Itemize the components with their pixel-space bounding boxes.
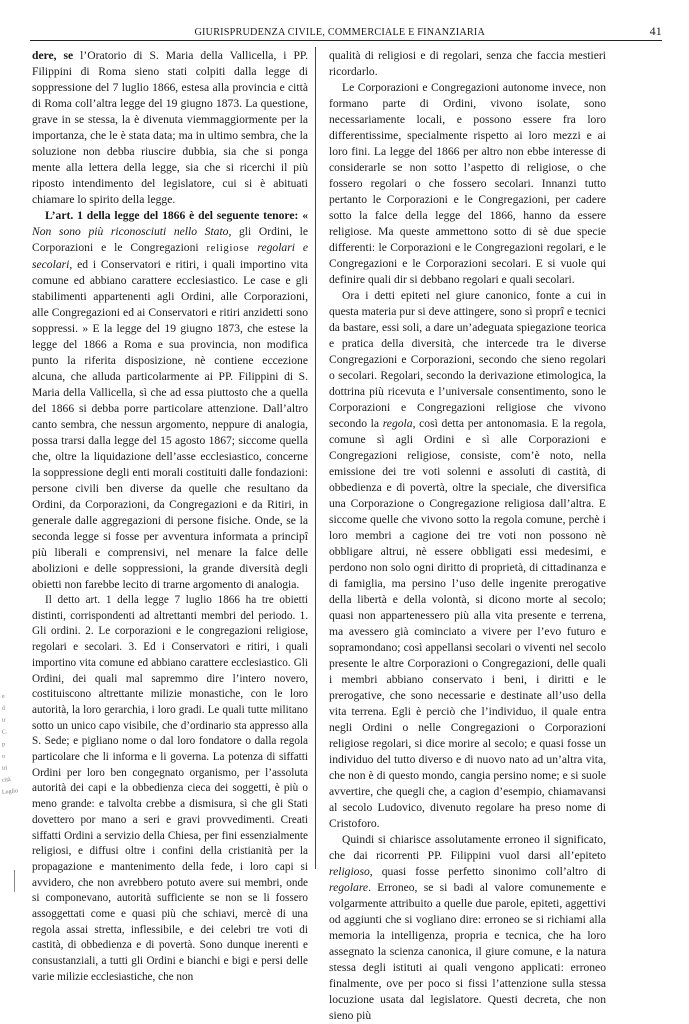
header-rule bbox=[30, 40, 662, 41]
margin-stroke bbox=[14, 870, 15, 892]
paragraph: Le Corporazioni e Congregazioni autonome invece, non formano parte di Ordini, vivono isolate, sono necessariamente locali, e possono essere fra loro differentissime, specialmente rispetto ai loro mezzi e ai loro fini. La legge del 1866 per altro non ebbe interesse di considerarle se non sotto l’aspetto di religiose, o che fossero regolari o che fossero secolari. Innanzi tutto pertanto le Corporazioni e le Congregazioni, per cadere sotto la falce della legge del 1866, hanno da essere religiose. Ma queste ammettono sotto di sè due specie differenti: le Corporazioni e le Congregazioni regolari, e le Congregazioni e le Corporazioni secolari. E si vuole qui definire quali dir si debbano regolari e quali secolari. bbox=[329, 81, 606, 286]
paragraph: Quindi si chiarisce assolutamente erroneo il significato, che dai ricorrenti PP. Filippini vuol darsi all’epiteto religioso, quasi fosse perfetto sinonimo coll’altro di regolare. Erroneo, se si badi al valore comunemente e volgarmente attribuito a quelle due parole, epiteti, aggettivi od aggiunti che si vogliano dire: erroneo se si richiami alla memoria la intelligenza, propria e tecnica, che ha loro assegnato la scienza canonica, il giure comune, e la natura stessa degli istituti ai quali vengono applicati: erroneo finalmente, ove per poco si fissi l’attenzione sulla stessa locuzione usata dal legislatore. Questi decreta, che non sieno più bbox=[329, 833, 606, 1022]
page-number: 41 bbox=[649, 24, 662, 38]
column-divider bbox=[315, 47, 316, 869]
left-column bbox=[32, 48, 308, 986]
right-column bbox=[329, 48, 606, 1024]
paragraph: qualità di religiosi e di regolari, senza che faccia mestieri ricordarlo. bbox=[329, 49, 606, 78]
journal-title: GIURISPRUDENZA CIVILE, COMMERCIALE E FINANZIARIA bbox=[194, 27, 486, 38]
margin-notes: e d ir C. p u iri cità Luglio bbox=[1, 693, 19, 796]
paragraph: dere, se l’Oratorio di S. Maria della Vallicella, i PP. Filippini di Roma sieno stati colpiti dalla legge di soppressione del 7 luglio 1866, estesa alla provincia e città di Roma coll’altra legge del 19 giugno 1873. La questione, grave in se stessa, la è divenuta viemmaggiormente per la importanza, che le è stata data; ma in ultimo sembra, che la soluzione non debba riuscire dubbia, sia che si ponga mente alla lettera della legge, sia che si ricerchi il più riposto intendimento del legislatore, cui si è abituati chiamare lo spirito della legge. bbox=[32, 49, 309, 206]
paragraph: Ora i detti epiteti nel giure canonico, fonte a cui in questa materia pur si deve attingere, sono sì proprî e tecnici da bastare, essi soli, a dare un’adeguata spiegazione teorica e pratica della diversità, che intercede tra le diverse Congregazioni e Corporazioni, secondo che sieno regolari o secolari. Regolari, secondo la derivazione etimologica, la dottrina più ricevuta e l’universale consentimento, sono le Corporazioni e Congregazioni religiose che vivono secondo la regola, così detta per antonomasia. E la regola, comune sì agli Ordini e sì alle Corporazioni e Congregazioni religiose, consiste, com’è noto, nella emissione dei tre voti solenni e assoluti di castità, di obbedienza e di povertà, oltre la speciale, che diversifica una Corporazione o Congregazione religiosa dall’altra. E siccome quelle che vivono sotto la regola comune, perchè i loro membri a cagione dei tre voti non possono nè obbligare altrui, nè essere obbligati essi medesimi, e perdono non solo ogni diritto di proprietà, di cittadinanza e di famiglia, ma persino l’uso delle ingenite prerogative della libertà e della volontà, si dicono morte al secolo; quasi non appartenessero più alla vita presente e terrena, ma avessero già cominciato a vivere per l’evo futuro e sopramondano; così appellansi secolari o viventi nel secolo presente le altre Corporazioni o Congregazioni, delle quali i membri abbiano conservato i beni, i diritti e le prerogative, che sono necessarie e destinate all’uso della vita terrena. Egli è perciò che l’individuo, il quale entra negli Ordini o nelle Congregazioni o Corporazioni religiose regolari, si dice morire al secolo; e quasi fosse un individuo del tutto diverso e di nuovo nato ad un’altra vita, che non è di questo mondo, cangia persino nome; e si suole avvertire, che quegli che, a cagion d’esempio, chiamavansi al secolo Ludovico, divenuto regolare ha preso nome di Cristoforo. bbox=[329, 289, 607, 830]
paragraph: L’art. 1 della legge del 1866 è del seguente tenore: « Non sono più riconosciuti nello Stato, gli Ordini, le Corporazioni e le Congregazioni religiose regolari e secolari, ed i Conservatori e ritiri, i quali importino vita comune ed abbiano carattere ecclesiastico. Le case e gli stabilimenti appartenenti agli Ordini, alle Corporazioni, alle Congregazioni ed ai Conservatori e ritiri anzidetti sono soppressi. » E la legge del 19 giugno 1873, che estese la legge del 1866 a Roma e sua provincia, non modifica punto la riferita disposizione, nè contiene eccezione alcuna, che alluda particolarmente ai PP. Filippini di S. Maria della Vallicella, sì che ad essa piuttosto che a quella del 1866 si debba porre particolare attenzione. Dall’altro canto sembra, che nessun argomento, neppure di analogia, possa trarsi dalla legge del 15 agosto 1867; siccome quella che, oltre la liquidazione dell’asse ecclesiastico, concerne la soppressione degli enti morali costituiti dalle fondazioni: persone civili ben diverse da quelle che resultano da Ordini, da Corporazioni, da Congregazioni e da Ritiri, in generale dalle aggregazioni di persone fisiche. Onde, se la seconda legge si fosse per avventura informata a principî più liberali e comprensivi, nel menare la falce delle abolizioni e delle soppressioni, la grande diversità degli obietti non farebbe lecito di trarne argomento di analogia. bbox=[32, 209, 308, 591]
running-header bbox=[30, 24, 662, 39]
paragraph: Il detto art. 1 della legge 7 luglio 1866 ha tre obietti distinti, corrispondenti ad altrettanti membri del periodo. 1. Gli ordini. 2. Le corporazioni e le congregazioni religiose, regolari e secolari. 3. Ed i Conservatori e ritiri, i quali importino vita comune ed abbiano carattere ecclesiastico. Gli Ordini, dei quali mal sapremmo dire l’intero novero, costituiscono altrettante milizie monastiche, con le loro autorità, la loro gerarchia, i loro gradi. Le quali tutte militano sotto un unico capo visibile, che d’ordinario sta appresso alla S. Sede; e pigliano nome o dal loro fondatore o dalla regola particolare che li informa e li governa. La potenza di siffatti Ordini per loro ben congegnato organismo, per l’assoluta autorità dei capi e la obbedienza cieca dei soggetti, è più o meno grande: e talvolta crebbe a dismisura, sì che gli Stati dovettero por mano a seri e gravi provvedimenti. Creati siffatti Ordini a servizio della Chiesa, per fini essenzialmente religiosi, e diffusi oltre i confini della cristianità per la propagazione e mantenimento della fede, i loro capi si avvidero, che non avrebbero potuto avere sui membri, onde si componevano, autorità sufficiente se non se li fossero assoggettati come e quasi più che schiavi, mercè di una regola assai stretta, inflessibile, e dei celebri tre voti di castità, di obbedienza e di povertà. Sono dunque inerenti e consustanziali, a tutti gli Ordini e bianchi e bigi e persi delle varie milizie ecclesiastiche, che non bbox=[32, 594, 308, 983]
